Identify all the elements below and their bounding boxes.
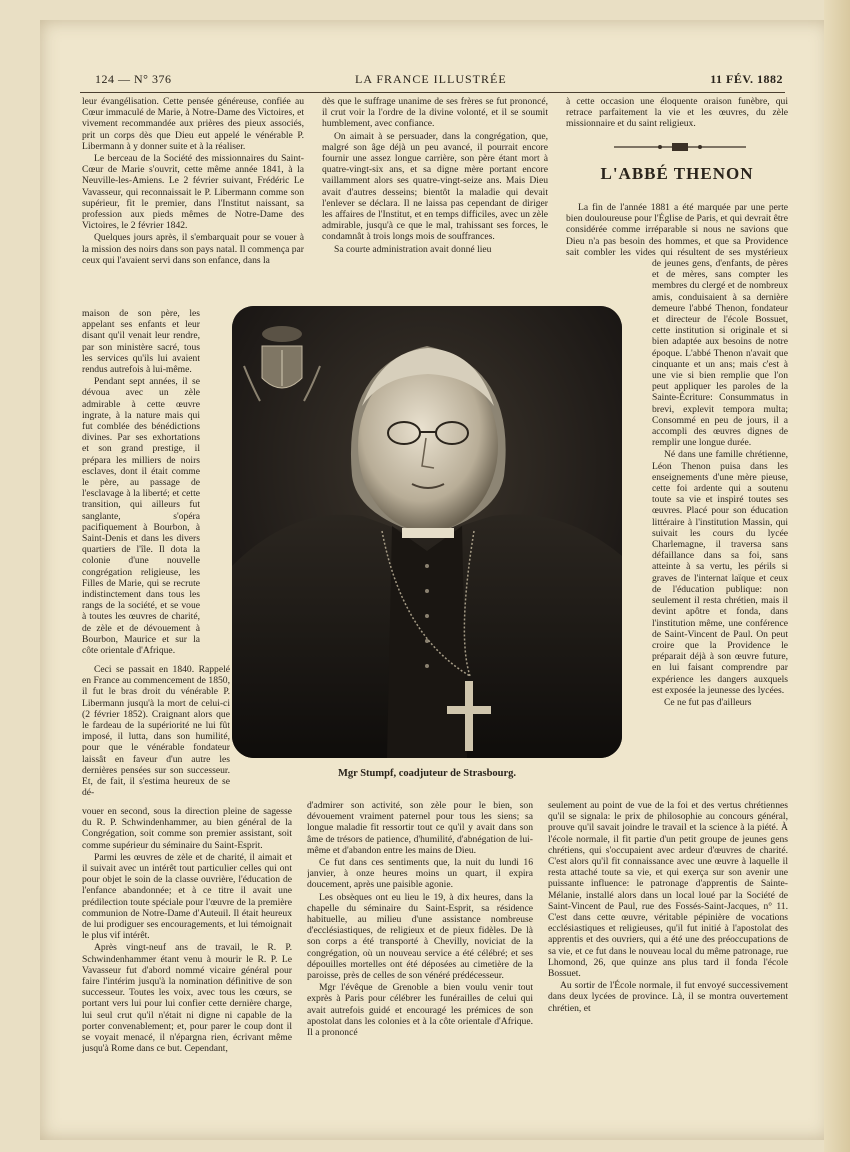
paragraph: à cette occasion une éloquente oraison funèbre, qui retrace parfaitement la vie et les œuvres, du zèle missionnaire et du saint religieux. <box>566 96 788 130</box>
paragraph: Ceci se passait en 1840. Rappelé en France au commencement de 1850, il fut le bras droit du vénérable P. Libermann jusqu'à la mort de celui-ci (2 février 1852). Craignant alors que le fardeau de la supériorité ne lui fût imposé, il lutta, dans son humilité, pour que le vénérable fondateur laissât en faveur d'un autre les dernières pensées sur son successeur. Et, de fait, il s'estima heureux de se dé- <box>82 664 230 799</box>
paragraph: Sa courte administration avait donné lieu <box>334 243 492 255</box>
paragraph: Parmi les œuvres de zèle et de charité, il aimait et il suivait avec un intérêt tout particulier celles qui ont pour objet le soin de la classe ouvrière, l'éducation de l'enfance abandonnée; et à ce titre il avait une prédilection toute spéciale pour l'œuvre de la première communion de Notre-Dame d'Auteuil. Il était heureux de lui prodiguer ses encouragements, et lui témoignait le plus vif intérêt. <box>82 851 292 942</box>
paragraph: de jeunes gens, d'enfants, de pères et de mères, sans compter les membres du clergé et de nombreux amis, conduisaient à sa dernière demeure l'abbé Thenon, fondateur et directeur de l'école Bossuet, cette institution si originale et si bien adaptée aux besoins de notre époque. L'abbé Thenon n'avait que cinquante et un ans; mais c'est à une vie si bien remplie que l'on peut appliquer les paroles de la Sainte-Écriture: Consummatus in brevi, explevit tempora multa; Consommé en peu de jours, il a accompli des œuvres dignes de remplir une longue durée. <box>652 258 788 449</box>
paragraph: Le berceau de la Société des missionnaires du Saint-Cœur de Marie s'ouvrit, cette même année 1841, à la Neuville-les-Amiens. Le 2 février suivant, Frédéric Le Vavasseur, qui reconnaissait le P. Libermann comme son supérieur, fit le premier, dans l'Institut naissant, sa profession aux pieds mêmes de Notre-Dame des Victoires, le 2 février 1842. <box>82 153 304 232</box>
paragraph: La fin de l'année 1881 a été marquée par une perte bien douloureuse pour l'Église de Paris, et qui devrait être considérée comme irréparable si nous ne savions que Dieu n'a pas besoin des hommes, et que sa Providence sait combler les vides qui résultent de ses mystérieux <box>566 202 788 258</box>
paragraph: Mgr l'évêque de Grenoble a bien voulu venir tout exprès à Paris pour célébrer les funérailles de celui qui avait autrefois guidé et encouragé les prémices de son apostolat dans les colonies et à la côte orientale d'Afrique. Il a prononcé <box>307 982 533 1039</box>
paragraph: vouer en second, sous la direction pleine de sagesse du R. P. Schwindenhammer, au bien général de la Congrégation, soit comme son premier assistant, soit comme supérieur du séminaire du Saint-Esprit. <box>82 806 292 851</box>
paragraph: Ce fut dans ces sentiments que, la nuit du lundi 16 janvier, à onze heures moins un quart, il expira doucement, après une paisible agonie. <box>307 857 533 891</box>
paragraph: Quelques jours après, il s'embarquait pour se vouer à la mission des noirs dans son pays natal. Il commença par ceux qui l'avaient servi dans son enfance, dans la <box>82 232 304 266</box>
paragraph: Les obsèques ont eu lieu le 19, à dix heures, dans la chapelle du séminaire du Saint-Esprit, sa résidence habituelle, au milieu d'une assistance nombreuse d'ecclésiastiques, de religieux et de pieux fidèles. De là son corps a été transporté à Chevilly, noviciat de la congrégation, où un nouveau service a été célébré; et ses dépouilles mortelles ont été déposées au cimetière de la paroisse, près de celles de son vénéré prédécesseur. <box>307 891 533 982</box>
issue-date: 11 FÉV. 1882 <box>710 72 783 86</box>
page-header <box>95 68 785 90</box>
paragraph: Au sortir de l'École normale, il fut envoyé successivement dans deux lycées de province. Là, il se montra ouvertement chrétien, et <box>548 980 788 1014</box>
bishop-portrait-illustration <box>232 306 622 758</box>
paragraph: dès que le suffrage unanime de ses frères se fut prononcé, il crut voir la l'ordre de la divine volonté, et il se soumit humblement, avec confiance. <box>322 96 548 130</box>
column-1-bottom <box>82 806 292 1058</box>
column-3-intro <box>566 202 788 258</box>
paragraph: Ce ne fut pas d'ailleurs <box>664 696 752 708</box>
ornament-divider <box>610 142 750 152</box>
paragraph: leur évangélisation. Cette pensée généreuse, confiée au Cœur immaculé de Marie, à Notre-Dame des Victoires, et vivement recommandée aux prières des pieux associés, prit un corps dès que Dieu eut appelé le vénérable P. Libermann à y donner suite et à la réaliser. <box>82 96 304 152</box>
column-3-bottom <box>548 800 788 1062</box>
column-2-top <box>322 96 548 278</box>
portrait-engraving <box>232 306 622 758</box>
paragraph: seulement au point de vue de la foi et des vertus chrétiennes qu'il se signala: le prix de philosophie au concours général, prouve qu'il savait joindre le travail et la science à la piété. À l'école normale, il fit partie d'un petit groupe de jeunes gens chrétiens, qui s'occupaient avec ardeur d'œuvres de charité. C'est alors qu'il fit connaissance avec une œuvre à laquelle il resta attaché toute sa vie, et qui exerça sur son avenir une puissante influence: le patronage d'apprentis de Sainte-Mélanie, installé alors dans un local loué par la Société de Saint-Vincent de Paul, rue des Fossés-Saint-Jacques, n° 11. C'est dans cette œuvre, véritable pépinière de vocations ecclésiastiques et religieuses, qu'il fut initié à l'apostolat des apprentis et des ouvriers, qui a été une des préoccupations de sa vie, et ce fut dans le nouveau local du même patronage, rue Lhomond, 26, que quinze ans plus tard il fonda l'école Bossuet. <box>548 800 788 980</box>
column-1-middle <box>82 664 230 804</box>
page-number: 124 — N° 376 <box>95 72 172 86</box>
journal-title: LA FRANCE ILLUSTRÉE <box>355 72 507 86</box>
column-1-wrap <box>82 308 200 662</box>
article-title: L'ABBÉ THENON <box>600 164 754 183</box>
column-3-top <box>566 96 788 138</box>
column-1-top <box>82 96 304 308</box>
header-rule <box>80 92 785 93</box>
paragraph: Pendant sept années, il se dévoua avec un zèle admirable à cette œuvre ingrate, à la nature mais qui fut comblée des bénédictions divines. Par ses exhortations et son grand prestige, il prépara les milliers de noirs esclaves, dont il était comme le père, au passage de l'esclavage à la liberté; et cette transition, qui ailleurs fut sanglante, s'opéra pacifiquement à Bourbon, à Saint-Denis et dans les divers quartiers de l'île. Il dota la colonie d'une nouvelle congrégation religieuse, les Filles de Marie, qui se recrute indistinctement dans tous les rangs de la société, et se voue à toutes les œuvres de charité, de zèle et de dévouement à Bourbon, Maurice et sur la côte orientale d'Afrique. <box>82 376 200 657</box>
paragraph: Né dans une famille chrétienne, Léon Thenon puisa dans les enseignements d'une mère pieuse, cette foi ardente qui a soutenu toute sa vie et inspiré toutes ses œuvres. Placé pour son éducation littéraire à l'institution Massin, qui suivait les cours du lycée Charlemagne, il traversa sans défaillance dans sa foi, sans atteinte à sa vertu, les périls si graves de l'internat laïque et ceux de l'éducation publique: non seulement il resta chrétien, mais il devint apôtre et fonda, dans l'institution même, une conférence de Saint-Vincent de Paul. On peut croire que la Providence le préparait déjà à son œuvre future, en lui faisant comprendre par expérience les dangers auxquels est exposée la jeunesse des lycées. <box>652 449 788 696</box>
column-2-bottom <box>307 800 533 1058</box>
paragraph: Après vingt-neuf ans de travail, le R. P. Schwindenhammer étant venu à mourir le R. P. Le Vavasseur fut d'abord nommé vicaire général pour faire l'intérim jusqu'à la nomination définitive de son successeur. Toutes les voix, avec tous les cœurs, se portant vers lui pour lui confier cette dernière charge, lui seul crut qu'il n'était ni digne ni capable de la porter convenablement; et, pour parer le coup dont il se voyait menacé, il n'épargna rien, écrivant même jusqu'à Rome dans ce but. Cependant, <box>82 942 292 1055</box>
column-3-wrap <box>652 258 788 800</box>
paragraph: On aimait à se persuader, dans la congrégation, que, malgré son âge déjà un peu avancé, il pourrait encore fournir une assez longue carrière, son père étant mort à quatre-vingt-six ans, et sa digne mère portant encore vaillamment alors ses quatre-vingt-seize ans. Mais Dieu avait d'autres desseins; bientôt la maladie qui devait l'enlever se déclara. Il ne laissa pas cependant de diriger les affaires de l'Institut, et en temps difficiles, avec un zèle admirable, jusqu'à ce que le mal, trahissant ses forces, le condamnât à trois longs mois de souffrances. <box>322 130 548 243</box>
portrait-caption: Mgr Stumpf, coadjuteur de Strasbourg. <box>337 768 517 779</box>
page-edge <box>824 0 850 1152</box>
paragraph: d'admirer son activité, son zèle pour le bien, son dévouement vraiment paternel pour tous les siens; sa longue maladie fit ressortir tout ce qu'il y avait dans son âme de trésors de patience, d'humilité, d'abnégation de lui-même et d'abandon entre les mains de Dieu. <box>307 800 533 856</box>
paragraph: maison de son père, les appelant ses enfants et leur disant qu'il venait leur rendre, par son ministère sacré, tous les services qu'ils lui avaient rendus autrefois à lui-même. <box>82 308 200 376</box>
